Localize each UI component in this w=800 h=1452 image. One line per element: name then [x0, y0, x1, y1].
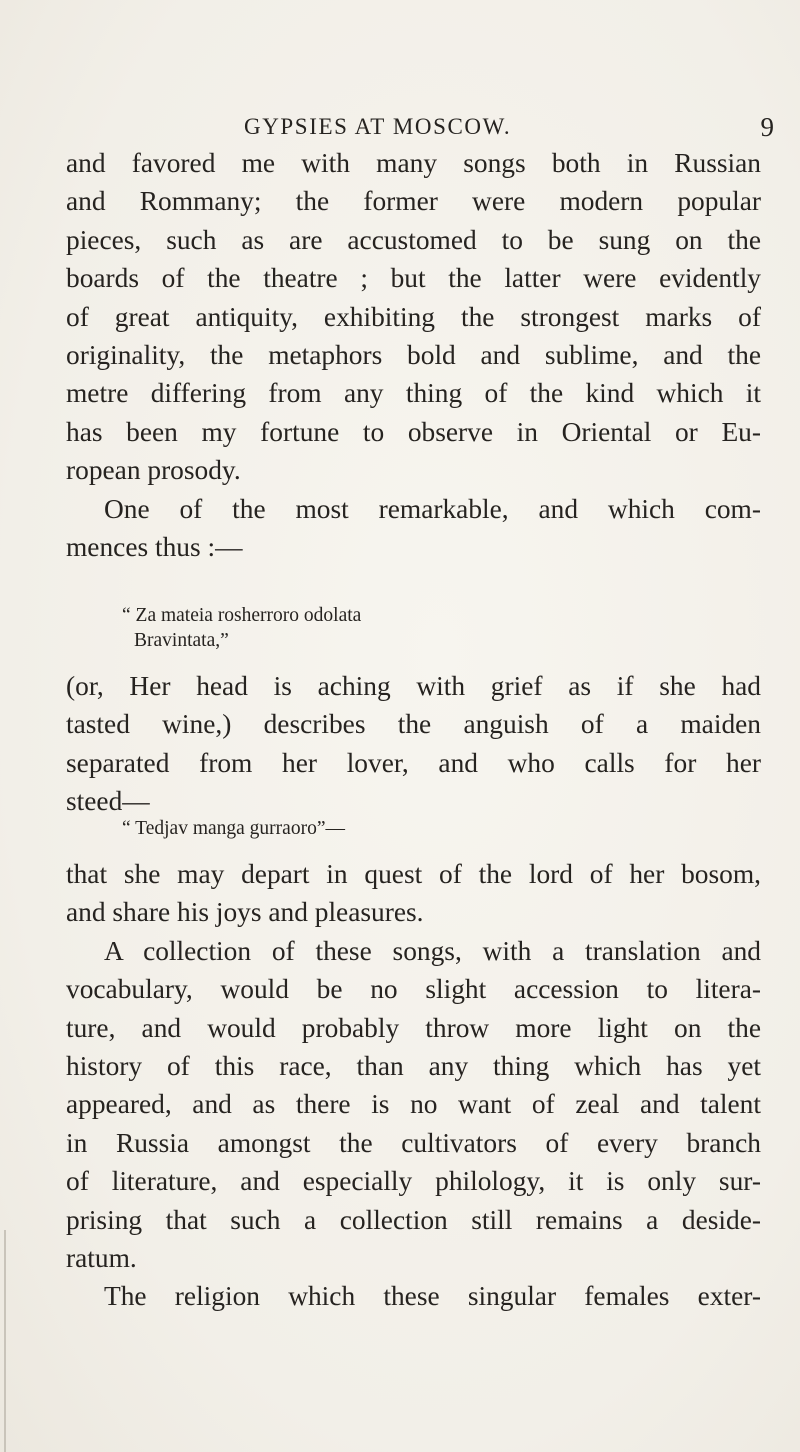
text-line: tasted wine,) describes the anguish of a maiden — [66, 709, 761, 740]
verse-line: Bravintata,” — [134, 630, 229, 651]
running-title: GYPSIES AT MOSCOW. — [244, 114, 512, 139]
text-line: of literature, and especially philology, it is only sur- — [66, 1166, 761, 1197]
page-edge-shadow — [4, 1230, 6, 1452]
paragraph-4 — [66, 855, 761, 932]
paragraph-5 — [66, 932, 761, 1278]
text-line: ture, and would probably throw more light on the — [66, 1012, 761, 1043]
text-line: and favored me with many songs both in Russian — [66, 148, 761, 178]
paragraph-6 — [66, 1277, 761, 1315]
text-line: and share his joys and pleasures. — [66, 897, 424, 928]
text-line: of great antiquity, exhibiting the strongest marks of — [66, 301, 761, 332]
verse-line: “ Tedjav manga gurraoro”— — [122, 818, 345, 839]
text-line: The religion which these singular females exter- — [104, 1281, 761, 1312]
text-line: separated from her lover, and who calls for her — [66, 747, 761, 778]
text-line: originality, the metaphors bold and sublime, and the — [66, 339, 761, 370]
text-line: that she may depart in quest of the lord of her bosom, — [66, 859, 761, 889]
text-line: appeared, and as there is no want of zeal and talent — [66, 1089, 761, 1120]
verse-line: “ Za mateia rosherroro odolata — [122, 605, 362, 626]
paragraph-1 — [66, 144, 761, 490]
running-head — [244, 114, 774, 144]
text-line: history of this race, than any thing which has yet — [66, 1050, 761, 1081]
paragraph-2 — [66, 490, 761, 567]
text-line: (or, Her head is aching with grief as if she had — [66, 671, 761, 701]
text-line: One of the most remarkable, and which com- — [104, 493, 761, 524]
text-line: ropean prosody. — [66, 455, 241, 486]
text-line: in Russia amongst the cultivators of every branch — [66, 1127, 761, 1158]
paragraph-3 — [66, 667, 761, 821]
text-line: steed— — [66, 786, 150, 817]
text-line: A collection of these songs, with a translation and — [104, 935, 761, 966]
text-line: vocabulary, would be no slight accession to litera- — [66, 974, 761, 1005]
text-line: prising that such a collection still remains a deside- — [66, 1204, 761, 1235]
text-line: has been my fortune to observe in Oriental or Eu- — [66, 416, 761, 447]
text-line: ratum. — [66, 1242, 137, 1273]
verse-quotation-2 — [122, 816, 345, 841]
text-line: mences thus :— — [66, 531, 243, 562]
text-line: boards of the theatre ; but the latter were evidently — [66, 263, 761, 294]
text-line: and Rommany; the former were modern popular — [66, 186, 761, 217]
page-number: 9 — [760, 112, 774, 142]
text-line: pieces, such as are accustomed to be sung on the — [66, 224, 761, 255]
text-line: metre differing from any thing of the kind which it — [66, 378, 761, 409]
verse-quotation-1 — [122, 603, 361, 653]
